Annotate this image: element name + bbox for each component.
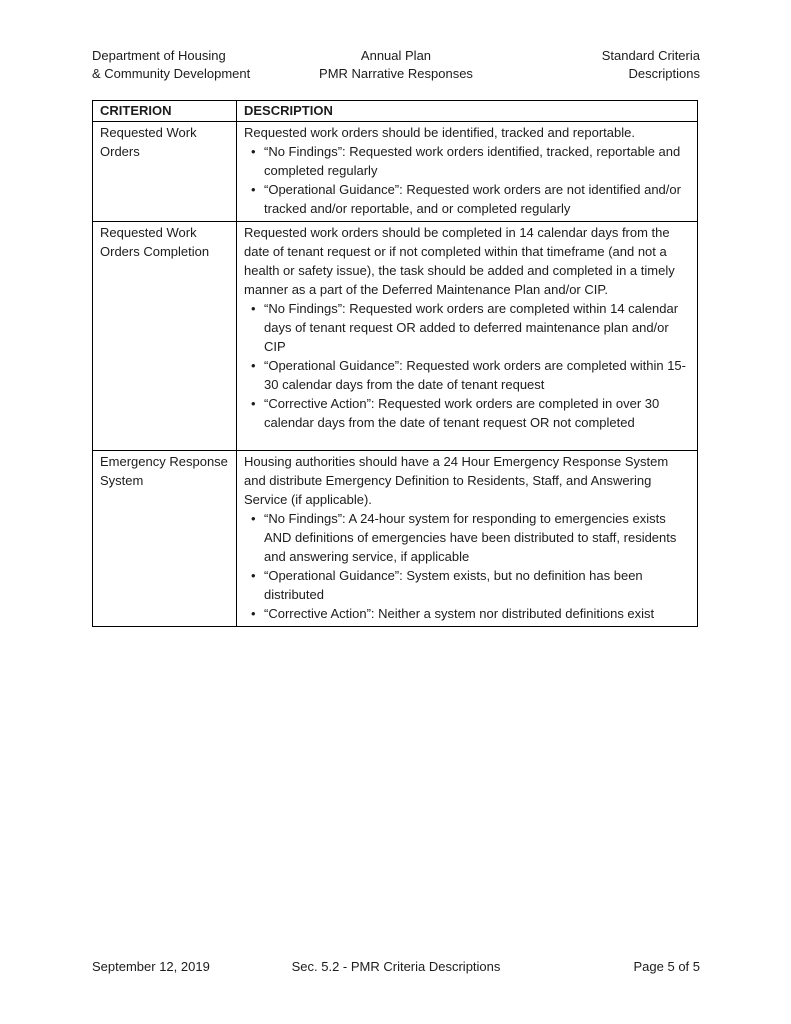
table-header-row (93, 101, 698, 122)
header-center-line1: Annual Plan (360, 48, 432, 63)
criterion-cell: Requested Work Orders (93, 122, 237, 222)
bullet-list (244, 299, 690, 432)
header-left (92, 47, 319, 82)
bullet-item: • “No Findings”: A 24-hour system for responding to emergencies exists AND definitions of emergencies have been distributed to staff, residents and answering service, if applicable (244, 509, 690, 566)
table-row (93, 122, 698, 222)
criterion-cell: Requested Work Orders Completion (93, 222, 237, 451)
description-intro: Housing authorities should have a 24 Hour Emergency Response System and distribute Emergency Definition to Residents, Staff, and Answering Service (if applicable). (244, 454, 669, 507)
criterion-cell: Emergency Response System (93, 451, 237, 627)
bullet-item: • “Operational Guidance”: System exists, but no definition has been distributed (244, 566, 690, 604)
header-center (319, 47, 473, 82)
header-right-line2: Descriptions (628, 65, 700, 81)
column-header-criterion: CRITERION (93, 101, 237, 122)
bullet-item: • “Operational Guidance”: Requested work orders are not identified and/or tracked and/or reportable, and or completed regularly (244, 180, 690, 218)
table-row (93, 222, 698, 451)
bullet-item: • “No Findings”: Requested work orders identified, tracked, reportable and completed regularly (244, 142, 690, 180)
header-right (473, 47, 700, 82)
bullet-list (244, 509, 690, 623)
document-footer (92, 959, 700, 974)
header-right-line1: Standard Criteria (601, 48, 700, 63)
bullet-item: • “Corrective Action”: Requested work orders are completed in over 30 calendar days from the date of tenant request OR not completed (244, 394, 690, 432)
header-left-line1: Department of Housing (92, 48, 226, 63)
footer-section-title: Sec. 5.2 - PMR Criteria Descriptions (291, 959, 501, 974)
footer-date: September 12, 2019 (92, 959, 210, 974)
bullet-item: • “No Findings”: Requested work orders are completed within 14 calendar days of tenant request OR added to deferred maintenance plan and/or CIP (244, 299, 690, 356)
header-left-line2: & Community Development (92, 65, 251, 81)
criteria-table-body (93, 122, 698, 627)
header-center-line2: PMR Narrative Responses (319, 65, 473, 81)
description-cell (237, 451, 698, 627)
criteria-table-head (93, 101, 698, 122)
bullet-item: • “Operational Guidance”: Requested work orders are completed within 15-30 calendar days from the date of tenant request (244, 356, 690, 394)
bullet-item: • “Corrective Action”: Neither a system nor distributed definitions exist (244, 604, 690, 623)
description-intro: Requested work orders should be identified, tracked and reportable. (244, 125, 635, 140)
criteria-table (92, 100, 698, 627)
description-cell (237, 222, 698, 451)
table-row (93, 451, 698, 627)
document-header (92, 47, 700, 82)
description-cell (237, 122, 698, 222)
footer-page-number: Page 5 of 5 (633, 959, 700, 974)
bullet-list (244, 142, 690, 218)
column-header-description: DESCRIPTION (237, 101, 698, 122)
description-intro: Requested work orders should be completed in 14 calendar days from the date of tenant request or if not completed within that timeframe (and not a health or safety issue), the task should be added and completed in a timely manner as a part of the Deferred Maintenance Plan and/or CIP. (244, 225, 675, 297)
